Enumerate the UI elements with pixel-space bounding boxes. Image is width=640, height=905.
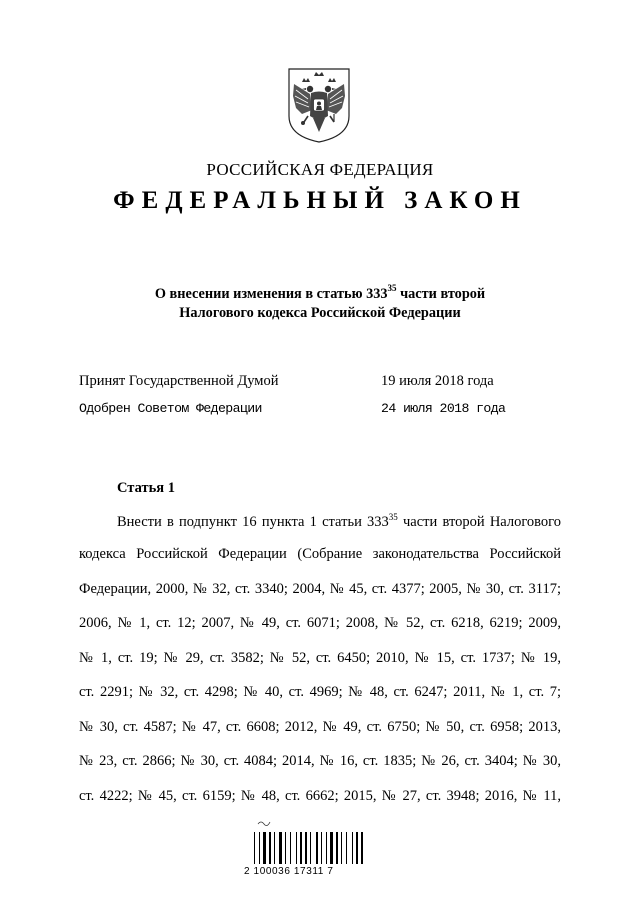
article-first-line-suffix: части второй Налогового (397, 513, 562, 530)
council-approval-date: 24 июля 2018 года (381, 401, 506, 416)
article-text-line: Федерации, 2000, № 32, ст. 3340; 2004, № 45, ст. 4377; 2005, № 30, ст. 3117; (79, 581, 561, 597)
law-title-line-1 (0, 280, 640, 304)
article-text-line: ст. 2291; № 32, ст. 4298; № 40, ст. 4969; № 48, ст. 6247; 2011, № 1, ст. 7; (79, 684, 561, 700)
article-heading: Статья 1 (117, 480, 175, 496)
article-text-line: № 1, ст. 19; № 29, ст. 3582; № 52, ст. 6450; 2010, № 15, ст. 1737; № 19, (79, 650, 561, 666)
law-title-superscript: 35 (387, 283, 397, 293)
duma-adoption-label: Принят Государственной Думой (79, 373, 279, 389)
law-type-heading: ФЕДЕРАЛЬНЫЙ ЗАКОН (113, 187, 527, 214)
barcode-icon (244, 818, 414, 898)
article-text-line: кодекса Российской Федерации (Собрание законодательства Российской (79, 546, 561, 562)
russian-coat-of-arms-icon (286, 66, 352, 144)
article-text-line: № 30, ст. 4587; № 47, ст. 6608; 2012, № 49, ст. 6750; № 50, ст. 6958; 2013, (79, 719, 561, 735)
article-first-line-superscript: 35 (388, 512, 398, 522)
law-title-line-2: Налогового кодекса Российской Федерации (179, 304, 461, 321)
law-title-line-1-prefix: О внесении изменения в статью 333 (154, 285, 388, 302)
article-text-line: № 23, ст. 2866; № 30, ст. 4084; 2014, № 16, ст. 1835; № 26, ст. 3404; № 30, (79, 753, 561, 769)
council-approval-label: Одобрен Советом Федерации (79, 401, 262, 416)
article-text-line (117, 512, 561, 531)
article-text-line: 2006, № 1, ст. 12; 2007, № 49, ст. 6071; 2008, № 52, ст. 6218, 6219; 2009, (79, 615, 561, 631)
law-title-line-1-suffix: части второй (396, 285, 486, 302)
article-first-line-prefix: Внести в подпункт 16 пункта 1 статьи 333 (117, 513, 389, 530)
country-heading: РОССИЙСКАЯ ФЕДЕРАЦИЯ (206, 160, 434, 179)
law-title (0, 280, 640, 323)
barcode-number: 2 100036 17311 7 (244, 866, 334, 877)
duma-adoption-date: 19 июля 2018 года (381, 373, 494, 389)
article-text-line: ст. 4222; № 45, ст. 6159; № 48, ст. 6662; 2015, № 27, ст. 3948; 2016, № 11, (79, 788, 561, 804)
